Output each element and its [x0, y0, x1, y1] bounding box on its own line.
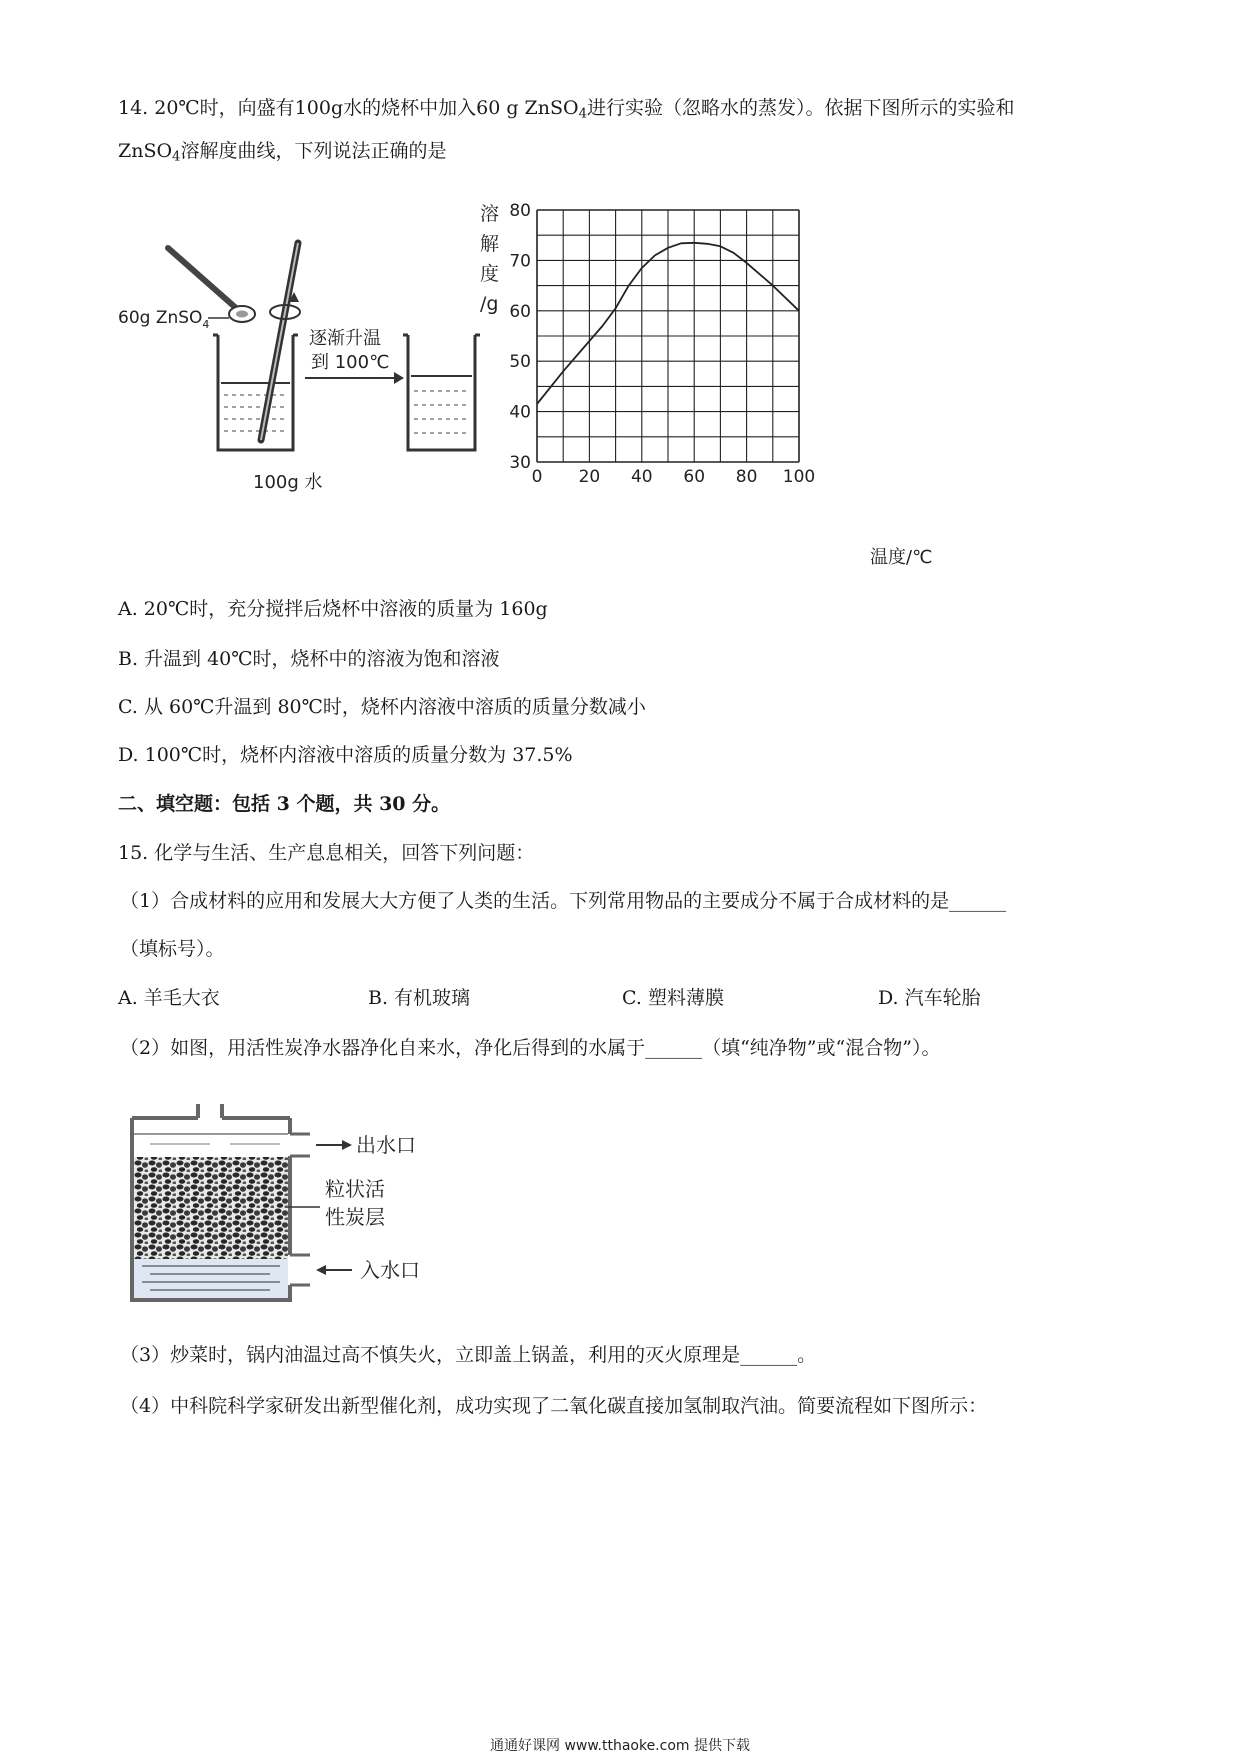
carbon-layer — [134, 1157, 288, 1259]
inlet-arrow-icon — [316, 1265, 352, 1275]
carbon-label-1: 粒状活 — [325, 1177, 385, 1201]
q15-option-c: C. 塑料薄膜 — [622, 987, 724, 1009]
y-axis-label-char: 度 — [480, 263, 500, 285]
q15-option-b: B. 有机玻璃 — [368, 987, 471, 1009]
y-tick-label: 60 — [509, 301, 531, 322]
q14-experiment-figure — [118, 240, 528, 505]
q15-option-d: D. 汽车轮胎 — [878, 987, 981, 1009]
y-tick-label: 30 — [509, 453, 531, 473]
beaker-1 — [213, 335, 298, 450]
section2-heading: 二、填空题：包括 3 个题，共 30 分。 — [118, 793, 451, 815]
reagent-label: 60g ZnSO$_4$ — [118, 308, 210, 331]
q15-part2: （2）如图，用活性炭净水器净化自来水，净化后得到的水属于______（填“纯净物”或“混合物”）。 — [120, 1037, 941, 1059]
q15-part1-line2: （填标号）。 — [120, 938, 225, 960]
outlet-arrow-icon — [316, 1140, 352, 1150]
q14-stem-line2: ZnSO$_4$溶解度曲线，下列说法正确的是 — [118, 140, 447, 165]
page-footer: 通通好课网 www.tthaoke.com 提供下载 — [490, 1738, 750, 1754]
solubility-chart — [480, 201, 945, 570]
q15-part4: （4）中科院科学家研发出新型催化剂，成功实现了二氧化碳直接加氢制取汽油。简要流程如下图所示： — [120, 1395, 988, 1417]
y-axis-label-char: /g — [480, 293, 499, 315]
x-tick-label: 0 — [531, 467, 543, 487]
x-tick-label: 100 — [782, 467, 816, 487]
q14-option-c: C. 从 60℃升温到 80℃时，烧杯内溶液中溶质的质量分数减小 — [118, 696, 646, 718]
carbon-label-2: 性炭层 — [325, 1205, 385, 1229]
x-tick-label: 60 — [683, 467, 706, 487]
inlet-label: 入水口 — [360, 1258, 420, 1282]
y-tick-label: 80 — [509, 201, 531, 221]
y-tick-label: 50 — [509, 352, 531, 373]
purified-water-layer — [134, 1134, 288, 1144]
q14-option-b: B. 升温到 40℃时，烧杯中的溶液为饱和溶液 — [118, 648, 500, 670]
heat-label-1: 逐渐升温 — [309, 328, 381, 349]
water-purifier-figure — [120, 1100, 460, 1320]
y-axis-label-char: 溶 — [480, 203, 500, 225]
x-tick-label: 20 — [578, 467, 601, 487]
outlet-label: 出水口 — [356, 1133, 416, 1157]
y-axis-label-char: 解 — [480, 233, 500, 255]
beaker-2 — [403, 335, 480, 450]
q14-option-d: D. 100℃时，烧杯内溶液中溶质的质量分数为 37.5% — [118, 744, 573, 766]
right-arrow-icon — [305, 372, 404, 384]
heat-label-2: 到 100℃ — [311, 352, 390, 373]
q15-part1-line1: （1）合成材料的应用和发展大大方便了人类的生活。下列常用物品的主要成分不属于合成材料的是______ — [120, 890, 1007, 912]
raw-water-layer — [134, 1259, 288, 1298]
q15-option-a: A. 羊毛大衣 — [118, 987, 220, 1009]
chart-xlabel: 温度/℃ — [870, 547, 933, 568]
q14-stem-line1: 14. 20℃时，向盛有100g水的烧杯中加入60 g ZnSO$_4$进行实验（忽略水的蒸发）。依据下图所示的实验和 — [118, 97, 1015, 122]
q15-stem: 15. 化学与生活、生产息息相关，回答下列问题： — [118, 842, 535, 864]
q14-option-a: A. 20℃时，充分搅拌后烧杯中溶液的质量为 160g — [118, 598, 548, 620]
y-tick-label: 70 — [509, 251, 531, 272]
x-tick-label: 80 — [735, 467, 758, 487]
chart-xticks — [532, 467, 816, 487]
x-tick-label: 40 — [630, 467, 653, 487]
y-tick-label: 40 — [509, 402, 531, 423]
q15-part3: （3）炒菜时，锅内油温过高不慎失火，立即盖上锅盖，利用的灭火原理是______。 — [120, 1344, 817, 1366]
water-label: 100g 水 — [253, 472, 323, 493]
